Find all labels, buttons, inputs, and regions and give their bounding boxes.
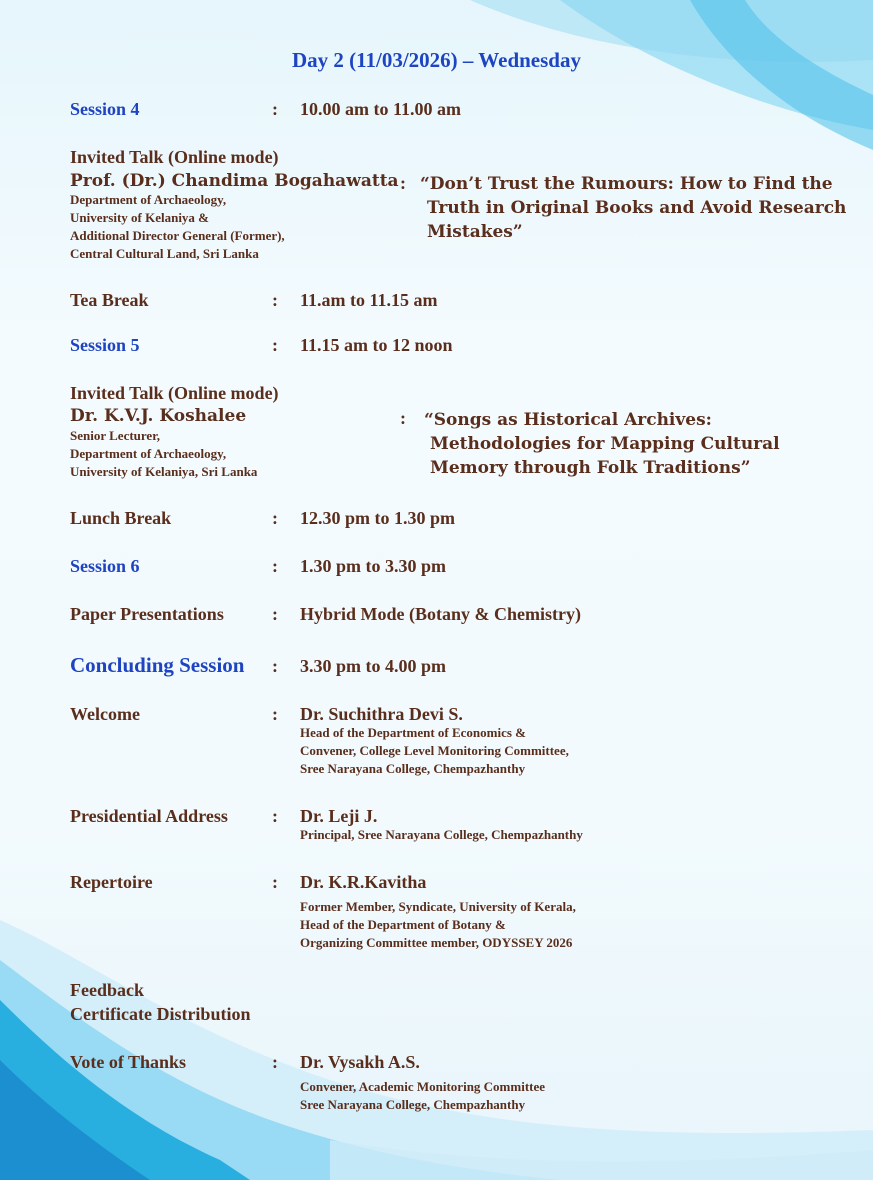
- talk1-affiliation-3: Additional Director General (Former),: [70, 228, 285, 243]
- talk1-heading: Invited Talk (Online mode): [70, 147, 279, 167]
- session6-label: Session 6: [70, 556, 140, 576]
- feedback-label: Feedback: [70, 980, 144, 1000]
- presidential-address-colon: :: [272, 806, 278, 826]
- talk2-affiliation-1: Senior Lecturer,: [70, 428, 161, 443]
- concluding-session-label: Concluding Session: [70, 653, 245, 677]
- talk1-colon: :: [400, 173, 406, 193]
- welcome-colon: :: [272, 704, 278, 724]
- presidential-address-label: Presidential Address: [70, 806, 228, 826]
- vote-of-thanks-detail-2: Sree Narayana College, Chempazhanthy: [300, 1097, 526, 1112]
- talk2-affiliation-3: University of Kelaniya, Sri Lanka: [70, 464, 258, 479]
- talk2-title-line-1: “Songs as Historical Archives:: [424, 410, 712, 430]
- talk1-title-line-1: “Don’t Trust the Rumours: How to Find the: [420, 174, 833, 194]
- talk2-affiliation-2: Department of Archaeology,: [70, 446, 227, 461]
- tea-break-label: Tea Break: [70, 290, 149, 310]
- repertoire-label: Repertoire: [70, 872, 153, 892]
- session5-colon: :: [272, 335, 278, 355]
- lunch-break-colon: :: [272, 508, 278, 528]
- repertoire-detail-1: Former Member, Syndicate, University of Kerala,: [300, 899, 576, 914]
- talk2-heading: Invited Talk (Online mode): [70, 383, 279, 403]
- lunch-break-time: 12.30 pm to 1.30 pm: [300, 508, 456, 528]
- certificate-distribution-label: Certificate Distribution: [70, 1004, 251, 1024]
- talk2-title-line-2: Methodologies for Mapping Cultural: [430, 434, 780, 454]
- welcome-detail-1: Head of the Department of Economics &: [300, 725, 527, 740]
- session6-time: 1.30 pm to 3.30 pm: [300, 556, 447, 576]
- welcome-detail-3: Sree Narayana College, Chempazhanthy: [300, 761, 526, 776]
- paper-presentations-label: Paper Presentations: [70, 604, 224, 624]
- talk2-title-line-3: Memory through Folk Traditions”: [430, 458, 751, 478]
- vote-of-thanks-label: Vote of Thanks: [70, 1052, 187, 1072]
- tea-break-colon: :: [272, 290, 278, 310]
- welcome-label: Welcome: [70, 704, 140, 724]
- repertoire-detail-3: Organizing Committee member, ODYSSEY 2026: [300, 935, 573, 950]
- concluding-session-time: 3.30 pm to 4.00 pm: [300, 656, 447, 676]
- presidential-address-name: Dr. Leji J.: [300, 806, 378, 826]
- presidential-address-detail-1: Principal, Sree Narayana College, Chempazhanthy: [300, 827, 583, 842]
- session4-label: Session 4: [70, 99, 140, 119]
- page-title: Day 2 (11/03/2026) – Wednesday: [292, 48, 581, 72]
- vote-of-thanks-colon: :: [272, 1052, 278, 1072]
- lunch-break-label: Lunch Break: [70, 508, 172, 528]
- repertoire-colon: :: [272, 872, 278, 892]
- talk1-speaker: Prof. (Dr.) Chandima Bogahawatta: [70, 171, 399, 191]
- talk1-title-line-2: Truth in Original Books and Avoid Research: [427, 198, 847, 218]
- repertoire-detail-2: Head of the Department of Botany &: [300, 917, 506, 932]
- talk1-title-line-3: Mistakes”: [427, 222, 523, 242]
- session5-label: Session 5: [70, 335, 140, 355]
- vote-of-thanks-name: Dr. Vysakh A.S.: [300, 1052, 420, 1072]
- talk2-colon: :: [400, 408, 406, 428]
- tea-break-time: 11.am to 11.15 am: [300, 290, 438, 310]
- repertoire-name: Dr. K.R.Kavitha: [300, 872, 427, 892]
- talk1-affiliation-2: University of Kelaniya &: [70, 210, 210, 225]
- concluding-session-colon: :: [272, 656, 278, 676]
- talk1-affiliation-1: Department of Archaeology,: [70, 192, 227, 207]
- welcome-name: Dr. Suchithra Devi S.: [300, 704, 463, 724]
- session6-colon: :: [272, 556, 278, 576]
- paper-presentations-value: Hybrid Mode (Botany & Chemistry): [300, 604, 581, 624]
- session5-time: 11.15 am to 12 noon: [300, 335, 453, 355]
- talk1-affiliation-4: Central Cultural Land, Sri Lanka: [70, 246, 259, 261]
- paper-presentations-colon: :: [272, 604, 278, 624]
- session4-time: 10.00 am to 11.00 am: [300, 99, 461, 119]
- talk2-speaker: Dr. K.V.J. Koshalee: [70, 406, 247, 426]
- vote-of-thanks-detail-1: Convener, Academic Monitoring Committee: [300, 1079, 546, 1094]
- welcome-detail-2: Convener, College Level Monitoring Committee,: [300, 743, 569, 758]
- session4-colon: :: [272, 99, 278, 119]
